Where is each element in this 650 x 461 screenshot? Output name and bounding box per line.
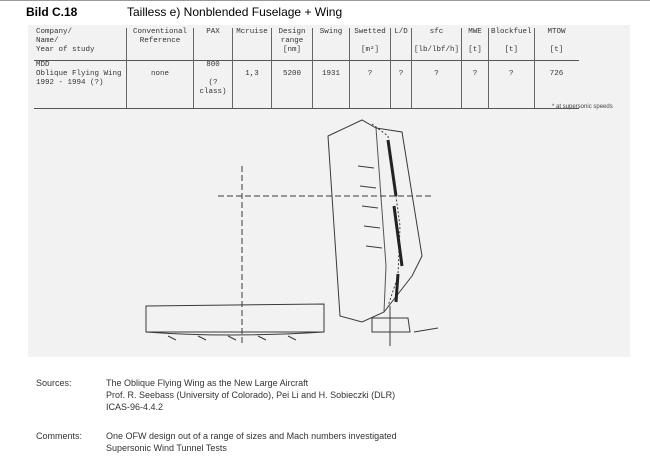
source-line: The Oblique Flying Wing as the New Large Aircraft	[106, 378, 309, 388]
header-ld: L/D	[391, 28, 412, 61]
sources-text	[106, 377, 395, 413]
header-mcruise: Mcruise	[233, 28, 272, 61]
top-rule	[0, 0, 650, 1]
table-footnote: * at supersonic speeds	[552, 104, 613, 110]
header-mwe: MWE [t]	[462, 28, 489, 61]
header-range: Design range [nm]	[272, 28, 313, 61]
cell-name: MDD Oblique Flying Wing 1992 - 1994 (?)	[34, 61, 127, 109]
cell-mtow: 726	[534, 61, 579, 109]
cell-sfc: ?	[412, 61, 462, 109]
header-swetted: Swetted [m²]	[350, 28, 391, 61]
cell-pax: 800 (?class)	[194, 61, 233, 109]
header-blockfuel: Blockfuel [t]	[489, 28, 535, 61]
cell-ld: ?	[391, 61, 412, 109]
cabin-block-3	[396, 274, 398, 302]
header-swing: Swing	[313, 28, 350, 61]
wing-planform	[328, 120, 422, 322]
header-pax: PAX	[194, 28, 233, 61]
cell-swetted: ?	[350, 61, 391, 109]
cell-mwe: ?	[462, 61, 489, 109]
comments-label: Comments:	[36, 431, 83, 441]
table-header-row	[34, 28, 579, 61]
cell-blockfuel: ?	[489, 61, 535, 109]
front-view-body	[372, 318, 410, 332]
source-line: Prof. R. Seebass (University of Colorado), Pei Li and H. Sobieczki (DLR)	[106, 390, 396, 400]
comment-line: Supersonic Wind Tunnel Tests	[106, 443, 227, 453]
header-reference: Conventional Reference	[127, 28, 194, 61]
header-mtow: MTOW [t]	[534, 28, 579, 61]
engine-pylons	[358, 166, 382, 248]
cell-reference: none	[127, 61, 194, 109]
table-row	[34, 61, 579, 109]
cabin-block-2	[394, 206, 402, 266]
aircraft-data-table	[34, 28, 579, 109]
header-company: Company/ Name/ Year of study	[36, 28, 95, 54]
front-view-wing	[414, 328, 438, 332]
side-view-fuselage	[146, 304, 324, 332]
source-line: ICAS-96-4.4.2	[106, 402, 164, 412]
oblique-flying-wing-drawing	[28, 106, 628, 351]
figure-title: Tailless e) Nonblended Fuselage + Wing	[127, 5, 343, 19]
comment-line: One OFW design out of a range of sizes and Mach numbers investigated	[106, 431, 397, 441]
landing-gear	[168, 336, 296, 340]
cell-range: 5200	[272, 61, 313, 109]
cell-mcruise: 1,3	[233, 61, 272, 109]
comments-text	[106, 430, 397, 454]
header-sfc: sfc [lb/lbf/h]	[412, 28, 462, 61]
cabin-block-1	[388, 140, 396, 196]
wing-chord-line	[376, 128, 386, 312]
cell-swing: 1931	[313, 61, 350, 109]
sources-label: Sources:	[36, 378, 72, 388]
figure-label: Bild C.18	[26, 5, 78, 19]
